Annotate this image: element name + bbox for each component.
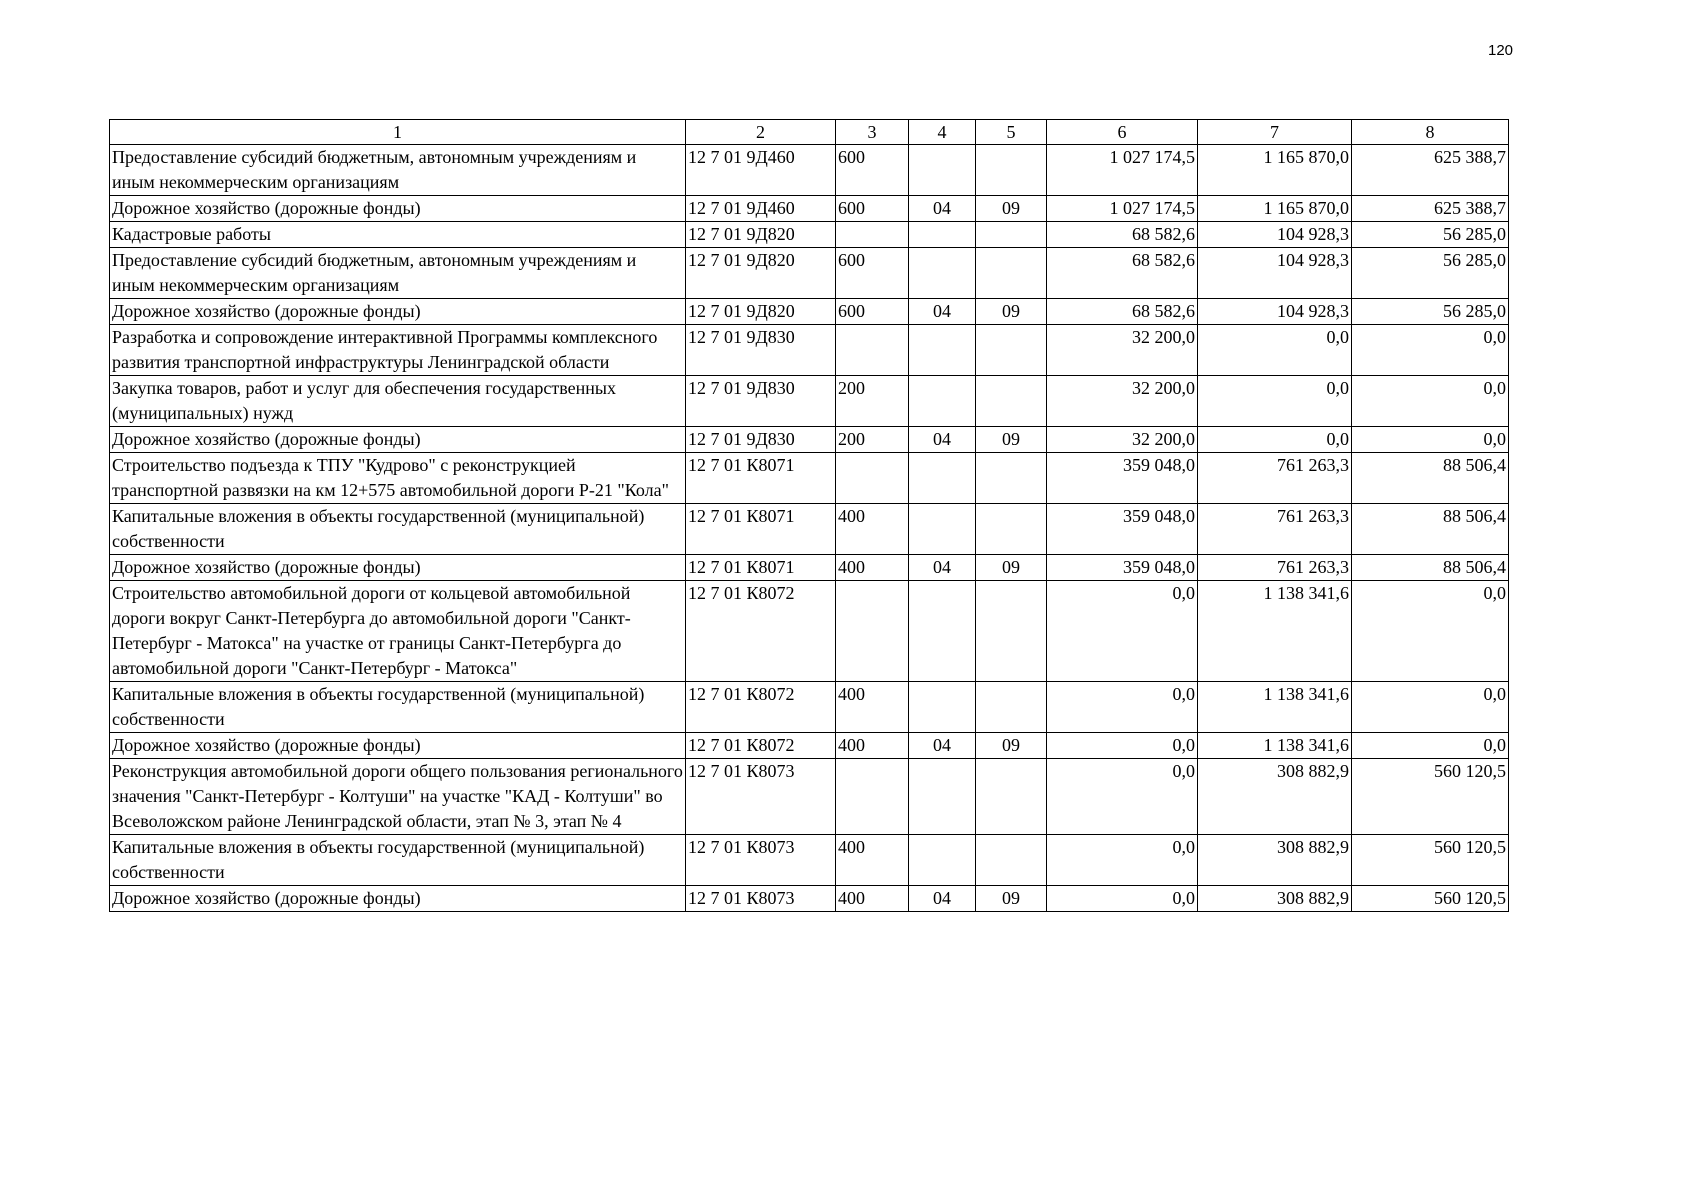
- table-row: [110, 196, 1509, 222]
- section-cell: [909, 145, 976, 196]
- section-cell: [909, 581, 976, 682]
- amount-col7-cell: 761 263,3: [1198, 504, 1352, 555]
- subsection-cell: [976, 682, 1047, 733]
- subsection-cell: 09: [976, 299, 1047, 325]
- amount-col7-cell: 0,0: [1198, 376, 1352, 427]
- target-article-cell: 12 7 01 9Д820: [686, 248, 836, 299]
- amount-col7-cell: 104 928,3: [1198, 248, 1352, 299]
- amount-col6-cell: 0,0: [1047, 835, 1198, 886]
- item-name-cell: Дорожное хозяйство (дорожные фонды): [110, 299, 686, 325]
- table-row: [110, 299, 1509, 325]
- expense-type-cell: 400: [836, 555, 909, 581]
- expense-type-cell: 600: [836, 248, 909, 299]
- amount-col7-cell: 0,0: [1198, 325, 1352, 376]
- column-header: 1: [110, 120, 686, 145]
- target-article-cell: 12 7 01 К8073: [686, 886, 836, 912]
- amount-col6-cell: 1 027 174,5: [1047, 145, 1198, 196]
- target-article-cell: 12 7 01 9Д830: [686, 325, 836, 376]
- target-article-cell: 12 7 01 К8071: [686, 555, 836, 581]
- table-row: [110, 453, 1509, 504]
- amount-col8-cell: 560 120,5: [1352, 759, 1509, 835]
- amount-col8-cell: 56 285,0: [1352, 222, 1509, 248]
- item-name-cell: Закупка товаров, работ и услуг для обеспечения государственных (муниципальных) нужд: [110, 376, 686, 427]
- target-article-cell: 12 7 01 К8073: [686, 835, 836, 886]
- amount-col6-cell: 359 048,0: [1047, 555, 1198, 581]
- target-article-cell: 12 7 01 К8071: [686, 453, 836, 504]
- amount-col8-cell: 88 506,4: [1352, 555, 1509, 581]
- expense-type-cell: 600: [836, 196, 909, 222]
- subsection-cell: [976, 222, 1047, 248]
- target-article-cell: 12 7 01 К8071: [686, 504, 836, 555]
- amount-col7-cell: 761 263,3: [1198, 453, 1352, 504]
- amount-col7-cell: 1 138 341,6: [1198, 682, 1352, 733]
- expense-type-cell: 400: [836, 886, 909, 912]
- subsection-cell: [976, 759, 1047, 835]
- item-name-cell: Строительство подъезда к ТПУ "Кудрово" с реконструкцией транспортной развязки на км 12+575 автомобильной дороги Р-21 "Кола": [110, 453, 686, 504]
- amount-col7-cell: 104 928,3: [1198, 299, 1352, 325]
- table-row: [110, 376, 1509, 427]
- section-cell: [909, 376, 976, 427]
- table-header-row: [110, 120, 1509, 145]
- amount-col8-cell: 88 506,4: [1352, 504, 1509, 555]
- amount-col6-cell: 0,0: [1047, 886, 1198, 912]
- subsection-cell: 09: [976, 733, 1047, 759]
- subsection-cell: 09: [976, 886, 1047, 912]
- section-cell: [909, 682, 976, 733]
- section-cell: [909, 835, 976, 886]
- expense-type-cell: [836, 581, 909, 682]
- subsection-cell: [976, 376, 1047, 427]
- amount-col6-cell: 1 027 174,5: [1047, 196, 1198, 222]
- section-cell: [909, 453, 976, 504]
- target-article-cell: 12 7 01 9Д820: [686, 222, 836, 248]
- section-cell: 04: [909, 886, 976, 912]
- column-header: 6: [1047, 120, 1198, 145]
- amount-col8-cell: 0,0: [1352, 682, 1509, 733]
- expense-type-cell: 400: [836, 504, 909, 555]
- amount-col7-cell: 1 138 341,6: [1198, 733, 1352, 759]
- table-row: [110, 555, 1509, 581]
- item-name-cell: Дорожное хозяйство (дорожные фонды): [110, 886, 686, 912]
- target-article-cell: 12 7 01 9Д830: [686, 427, 836, 453]
- expense-type-cell: 200: [836, 376, 909, 427]
- subsection-cell: 09: [976, 196, 1047, 222]
- item-name-cell: Дорожное хозяйство (дорожные фонды): [110, 427, 686, 453]
- table-row: [110, 759, 1509, 835]
- amount-col8-cell: 0,0: [1352, 325, 1509, 376]
- item-name-cell: Предоставление субсидий бюджетным, автономным учреждениям и иным некоммерческим организациям: [110, 145, 686, 196]
- item-name-cell: Строительство автомобильной дороги от кольцевой автомобильной дороги вокруг Санкт-Петербурга до автомобильной дороги "Санкт-Петербург - Матокса" на участке от границы Санкт-Петербурга до автомобильной дороги "Санкт-Петербург - Матокса": [110, 581, 686, 682]
- expense-type-cell: 600: [836, 145, 909, 196]
- table-row: [110, 325, 1509, 376]
- amount-col7-cell: 761 263,3: [1198, 555, 1352, 581]
- item-name-cell: Предоставление субсидий бюджетным, автономным учреждениям и иным некоммерческим организациям: [110, 248, 686, 299]
- table-row: [110, 835, 1509, 886]
- amount-col7-cell: 1 165 870,0: [1198, 145, 1352, 196]
- target-article-cell: 12 7 01 К8073: [686, 759, 836, 835]
- section-cell: [909, 325, 976, 376]
- budget-table: [109, 119, 1509, 912]
- column-header: 2: [686, 120, 836, 145]
- amount-col8-cell: 88 506,4: [1352, 453, 1509, 504]
- subsection-cell: [976, 581, 1047, 682]
- table-row: [110, 427, 1509, 453]
- target-article-cell: 12 7 01 9Д460: [686, 196, 836, 222]
- column-header: 7: [1198, 120, 1352, 145]
- expense-type-cell: [836, 222, 909, 248]
- target-article-cell: 12 7 01 К8072: [686, 581, 836, 682]
- table-row: [110, 222, 1509, 248]
- table-row: [110, 886, 1509, 912]
- amount-col6-cell: 68 582,6: [1047, 299, 1198, 325]
- item-name-cell: Капитальные вложения в объекты государственной (муниципальной) собственности: [110, 835, 686, 886]
- amount-col7-cell: 1 165 870,0: [1198, 196, 1352, 222]
- amount-col7-cell: 308 882,9: [1198, 835, 1352, 886]
- section-cell: [909, 759, 976, 835]
- item-name-cell: Дорожное хозяйство (дорожные фонды): [110, 196, 686, 222]
- amount-col8-cell: 625 388,7: [1352, 145, 1509, 196]
- amount-col8-cell: 0,0: [1352, 581, 1509, 682]
- section-cell: [909, 504, 976, 555]
- amount-col8-cell: 0,0: [1352, 733, 1509, 759]
- expense-type-cell: 400: [836, 835, 909, 886]
- amount-col6-cell: 0,0: [1047, 759, 1198, 835]
- target-article-cell: 12 7 01 К8072: [686, 733, 836, 759]
- expense-type-cell: 200: [836, 427, 909, 453]
- expense-type-cell: [836, 453, 909, 504]
- item-name-cell: Кадастровые работы: [110, 222, 686, 248]
- table-row: [110, 248, 1509, 299]
- subsection-cell: [976, 325, 1047, 376]
- subsection-cell: 09: [976, 427, 1047, 453]
- amount-col8-cell: 0,0: [1352, 376, 1509, 427]
- subsection-cell: [976, 504, 1047, 555]
- subsection-cell: [976, 145, 1047, 196]
- section-cell: 04: [909, 555, 976, 581]
- amount-col6-cell: 0,0: [1047, 581, 1198, 682]
- section-cell: 04: [909, 427, 976, 453]
- amount-col6-cell: 359 048,0: [1047, 453, 1198, 504]
- amount-col8-cell: 56 285,0: [1352, 299, 1509, 325]
- expense-type-cell: [836, 759, 909, 835]
- section-cell: 04: [909, 299, 976, 325]
- expense-type-cell: 400: [836, 733, 909, 759]
- item-name-cell: Капитальные вложения в объекты государственной (муниципальной) собственности: [110, 504, 686, 555]
- amount-col6-cell: 32 200,0: [1047, 427, 1198, 453]
- item-name-cell: Дорожное хозяйство (дорожные фонды): [110, 733, 686, 759]
- amount-col8-cell: 560 120,5: [1352, 886, 1509, 912]
- expense-type-cell: [836, 325, 909, 376]
- table-body: [110, 145, 1509, 912]
- subsection-cell: [976, 453, 1047, 504]
- column-header: 8: [1352, 120, 1509, 145]
- target-article-cell: 12 7 01 К8072: [686, 682, 836, 733]
- amount-col6-cell: 0,0: [1047, 682, 1198, 733]
- table-row: [110, 733, 1509, 759]
- amount-col6-cell: 32 200,0: [1047, 325, 1198, 376]
- expense-type-cell: 600: [836, 299, 909, 325]
- amount-col6-cell: 0,0: [1047, 733, 1198, 759]
- column-header: 3: [836, 120, 909, 145]
- table-row: [110, 145, 1509, 196]
- expense-type-cell: 400: [836, 682, 909, 733]
- section-cell: [909, 248, 976, 299]
- section-cell: 04: [909, 196, 976, 222]
- amount-col7-cell: 308 882,9: [1198, 886, 1352, 912]
- amount-col6-cell: 359 048,0: [1047, 504, 1198, 555]
- section-cell: 04: [909, 733, 976, 759]
- column-header: 5: [976, 120, 1047, 145]
- target-article-cell: 12 7 01 9Д460: [686, 145, 836, 196]
- amount-col8-cell: 625 388,7: [1352, 196, 1509, 222]
- target-article-cell: 12 7 01 9Д820: [686, 299, 836, 325]
- table-row: [110, 504, 1509, 555]
- item-name-cell: Разработка и сопровождение интерактивной Программы комплексного развития транспортной инфраструктуры Ленинградской области: [110, 325, 686, 376]
- amount-col8-cell: 56 285,0: [1352, 248, 1509, 299]
- amount-col8-cell: 560 120,5: [1352, 835, 1509, 886]
- subsection-cell: [976, 248, 1047, 299]
- subsection-cell: 09: [976, 555, 1047, 581]
- table-row: [110, 682, 1509, 733]
- section-cell: [909, 222, 976, 248]
- amount-col7-cell: 104 928,3: [1198, 222, 1352, 248]
- item-name-cell: Реконструкция автомобильной дороги общего пользования регионального значения "Санкт-Петербург - Колтуши" на участке "КАД - Колтуши" во Всеволожском районе Ленинградской области, этап № 3, этап № 4: [110, 759, 686, 835]
- amount-col7-cell: 1 138 341,6: [1198, 581, 1352, 682]
- amount-col6-cell: 68 582,6: [1047, 248, 1198, 299]
- item-name-cell: Дорожное хозяйство (дорожные фонды): [110, 555, 686, 581]
- subsection-cell: [976, 835, 1047, 886]
- amount-col7-cell: 308 882,9: [1198, 759, 1352, 835]
- table-row: [110, 581, 1509, 682]
- amount-col7-cell: 0,0: [1198, 427, 1352, 453]
- amount-col8-cell: 0,0: [1352, 427, 1509, 453]
- page-number: 120: [1488, 42, 1514, 59]
- amount-col6-cell: 32 200,0: [1047, 376, 1198, 427]
- amount-col6-cell: 68 582,6: [1047, 222, 1198, 248]
- target-article-cell: 12 7 01 9Д830: [686, 376, 836, 427]
- column-header: 4: [909, 120, 976, 145]
- item-name-cell: Капитальные вложения в объекты государственной (муниципальной) собственности: [110, 682, 686, 733]
